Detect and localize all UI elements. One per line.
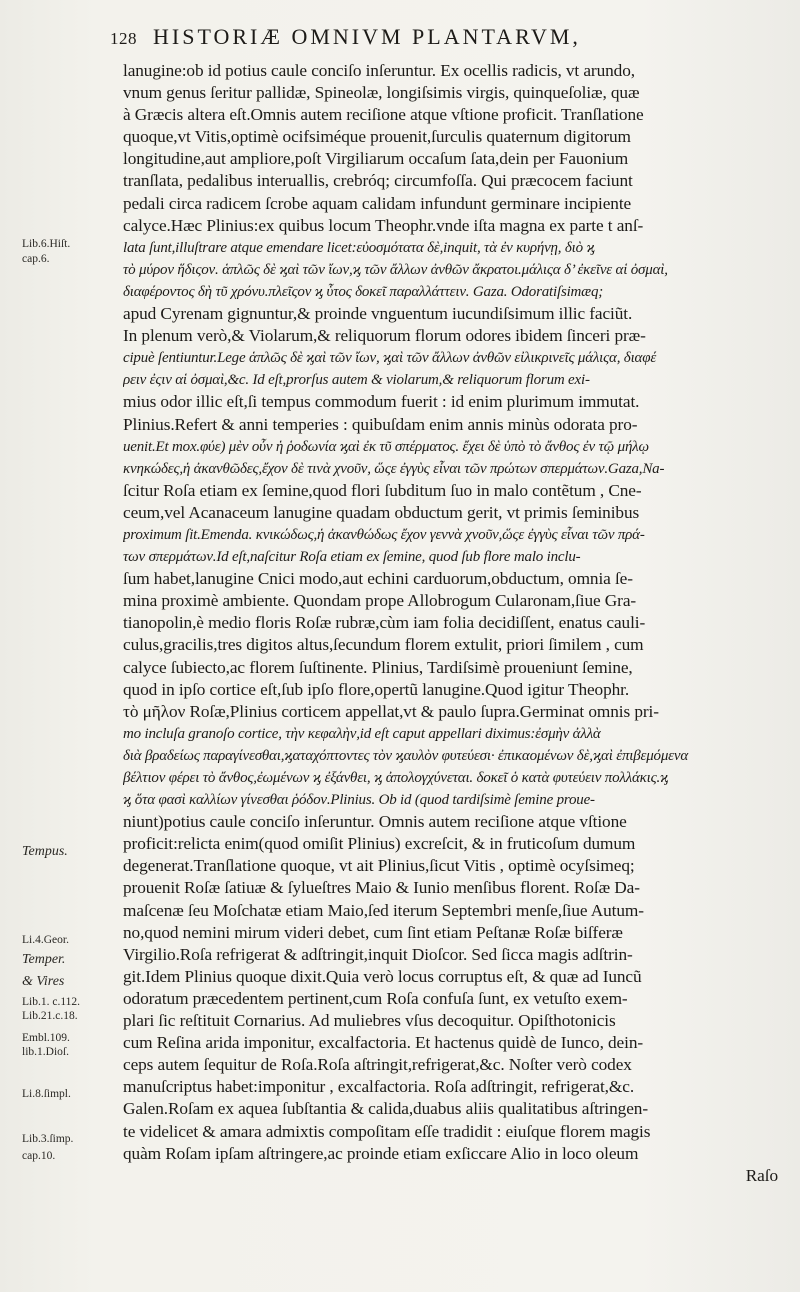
text-line: τὸ μύρον ἥδιςον. ἁπλῶς δὲ ϗαὶ τῶν ἴων,ϗ τῶν ἄλλων ἀνθῶν ἄκρατοι.μάλιςα δ’ ἐκεῖνε αἱ ὀσμαὶ, [123,261,668,278]
margin-note: cap.10. [22,1150,56,1162]
text-line: ceum,vel Acanaceum lanugine quadam obductum gerit, vt primis ſeminibus [123,502,640,522]
text-line: apud Cyrenam gignuntur,& proinde vnguentum iucundiſsimum illic faciũt. [123,304,633,324]
margin-notes [0,0,100,1292]
text-line: διὰ βραδείως παραγίνεσθαι,ϗαταχόπτοντες τὸν ϗαυλὸν φυτεύεσι· ἐπικαομένων δὲ,ϗαὶ ἐπιβεμόμενα [123,747,689,764]
text-line: culus,gracilis,tres digitos altus,ſecundum florem extulit, priori ſimilem , cum [123,635,644,655]
margin-note: Tempus. [22,844,68,859]
text-line: διαφέροντος δὴ τῦ χρόνυ.πλεῖςον ϗ ὗτος δοκεῖ παραλλάττειν. Gaza. Odoratiſsimæq; [123,283,604,300]
text-line: à Græcis altera eſt.Omnis autem reciſione atque vſtione proficit. Tranſlatione [123,105,644,125]
margin-note: Li.4.Geor. [22,934,69,946]
text-line: cum Reſina arida imponitur, excalfactoria. Et hactenus quidè de Iunco, dein- [123,1033,644,1053]
text-line: Galen.Roſam ex aquea ſubſtantia & calida,duabus aliis qualitatibus aſtringen- [123,1099,648,1119]
text-line: ρειν ἐςιν αἱ ὀσμαὶ,&c. Id eſt,prorſus autem & violarum,& reliquorum florum exi- [123,372,590,389]
text-line: ſum habet,lanugine Cnici modo,aut echini carduorum,obductum, omnia ſe- [123,569,633,589]
text-line: cipuè ſentiuntur.Lege ἁπλῶς δὲ ϗαὶ τῶν ἴων, ϗαὶ τῶν ἄλλων ἀνθῶν εἰλικρινεῖς μάλιςα, διαφέ [123,350,657,367]
margin-note: Embl.109. [22,1032,70,1044]
text-line: τὸ μῆλον Roſæ,Plinius corticem appellat,vt & paulo ſupra.Germinat omnis pri- [123,701,659,721]
text-line: maſcenæ ſeu Moſchatæ etiam Maio,ſed iterum Septembri menſe,ſiue Autum- [123,900,644,920]
text-line: κνηκώδες,ἡ ἀκανθῶδες,ἔχον δὲ τινὰ χνοῦν, ὥςε ἐγγὺς εἶναι τῶν πρώτων σπερμάτων.Gaza,Na- [123,460,665,477]
body-text [123,60,778,1187]
text-line: degenerat.Tranſlatione quoque, vt ait Plinius,ſicut Vitis , optimè ocyſsimeq; [123,856,635,876]
text-line: no,quod nemini mirum videri debet, cum ſint etiam Peſtanæ Roſæ biſferæ [123,922,623,942]
page-header [110,24,750,54]
margin-note: Lib.21.c.18. [22,1010,78,1022]
text-line: Virgilio.Roſa refrigerat & adſtringit,inquit Dioſcor. Sed ſicca magis adſtrin- [123,944,633,964]
text-line: ceps autem ſequitur de Roſa.Roſa aſtringit,refrigerat,&c. Noſter verò codex [123,1055,632,1075]
text-line: pedali circa radicem ſcrobe aquam calidam infundunt germinare incipiente [123,193,632,213]
text-line: git.Idem Plinius quoque dixit.Quia verò locus corruptus eſt, & quæ ad Iuncũ [123,966,642,986]
margin-note: Lib.3.ſimp. [22,1133,74,1145]
text-line: Plinius.Refert & anni temperies : quibuſdam enim annis minùs odorata pro- [123,414,638,434]
text-line: manuſcriptus habet:imponitur , excalfactoria. Roſa adſtringit, refrigerat,&c. [123,1077,635,1097]
catchword: Raſo [745,1165,778,1185]
text-line: βέλτιον φέρει τὸ ἄνθος,ἐωμένων ϗ ἐξάνθει, ϗ ἀπολογχύνεται. δοκεῖ ὁ κατὰ φυτεύειν πολλάκις.ϗ [123,770,669,786]
text-line: mius odor illic eſt,ſi tempus commodum fuerit : id enim plurimum immutat. [123,392,640,412]
text-line: calyce ſubiecto,ac florem ſuſtinente. Plinius, Tardiſsimè proueniunt ſemine, [123,657,633,677]
text-line: plari ſic reſtituit Cornarius. Ad muliebres vſus decoquitur. Opiſthotonicis [123,1011,616,1031]
text-line: prouenit Roſæ ſatiuæ & ſylueſtres Maio & Iunio menſibus florent. Roſæ Da- [123,878,640,898]
text-line: niunt)potius caule conciſo inſeruntur. Omnis autem reciſione atque vſtione [123,812,627,832]
text-line: proficit:relicta enim(quod omiſit Plinius) excreſcit, & in fruticoſum dumum [123,834,636,854]
text-line: te videlicet & amara admixtis compoſitam eſſe tradidit : eiuſque florem magis [123,1121,651,1141]
text-line: mina proximè ambiente. Quondam prope Allobrogum Cularonam,ſiue Gra- [123,591,637,611]
text-line: vnum genus ſeritur pallidæ, Spineolæ, longiſsimis virgis, quinqueſoliæ, quæ [123,83,640,103]
text-line: odoratum præcedentem pertinent,cum Roſa confuſa ſunt, ex vetuſto exem- [123,988,628,1008]
margin-note: Lib.1. c.112. [22,996,81,1008]
running-title: HISTORIÆ OMNIVM PLANTARVM, [153,24,581,49]
text-line: ſcitur Roſa etiam ex ſemine,quod flori ſubditum ſuo in malo contẽtum , Cne- [123,480,642,500]
text-line: mo incluſa granoſo cortice, τὴν κεφαλὴν,id eſt caput appellari diximus:ἐσμὴν ἀλλὰ [123,725,601,742]
page-number: 128 [110,29,137,48]
text-line: In plenum verò,& Violarum,& reliquorum florum odores ibidem ſinceri præ- [123,326,646,346]
text-line: tranſlata, pedalibus interuallis, crebróq; circumfoſſa. Qui præcocem faciunt [123,171,633,191]
margin-note: Temper. [22,952,66,967]
margin-note: Lib.6.Hiſt. [22,238,71,250]
margin-note: lib.1.Dioſ. [22,1046,69,1058]
text-line: tianopolin,è medio floris Roſæ rubræ,cùm iam folia decidiſſent, enatus cauli- [123,613,646,633]
margin-note: cap.6. [22,253,50,265]
text-line: calyce.Hæc Plinius:ex quibus locum Theophr.vnde iſta magna ex parte t anſ- [123,215,644,235]
text-line: των σπερμάτων.Id eſt,naſcitur Roſa etiam ex ſemine, quod ſub flore malo inclu- [123,549,581,566]
text-line: lata ſunt,illuſtrare atque emendare licet:εὐοσμότατα δὲ,inquit, τὰ ἐν κυρήνῃ, διὸ ϗ [123,239,595,256]
text-line: longitudine,aut ampliore,poſt Virgiliarum occaſum ſata,dein per Fauonium [123,149,629,169]
margin-note: Li.8.ſimpl. [22,1088,71,1100]
text-line: quàm Roſam ipſam aſtringere,ac proinde etiam exſiccare Alio in loco oleum [123,1143,639,1163]
text-line: quoque,vt Vitis,optimè ocifsiméque prouenit,ſurculis quaternum digitorum [123,127,631,147]
margin-note: & Vires [22,974,65,989]
text-line: ϗ ὅτα φασὶ καλλίων γίνεσθαι ῥόδον.Plinius. Ob id (quod tardiſsimè ſemine proue- [123,792,595,809]
text-line: uenit.Et mox.φύε) μὲν οὖν ἡ ῥοδωνία ϗαὶ ἐκ τῦ σπέρματος. ἔχει δὲ ὑπὸ τὸ ἄνθος ἐν τῷ μήλῳ [123,438,649,455]
text-line: quod in ipſo cortice eſt,ſub ipſo flore,opertũ lanugine.Quod igitur Theophr. [123,679,630,699]
text-line: proximum ſit.Emenda. κνικώδως,ἡ ἀκανθώδως ἔχον γεννὰ χνοῦν,ὥςε ἐγγὺς εἶναι τῶν πρά- [123,526,645,543]
text-line: lanugine:ob id potius caule conciſo inſeruntur. Ex ocellis radicis, vt arundo, [123,61,635,80]
